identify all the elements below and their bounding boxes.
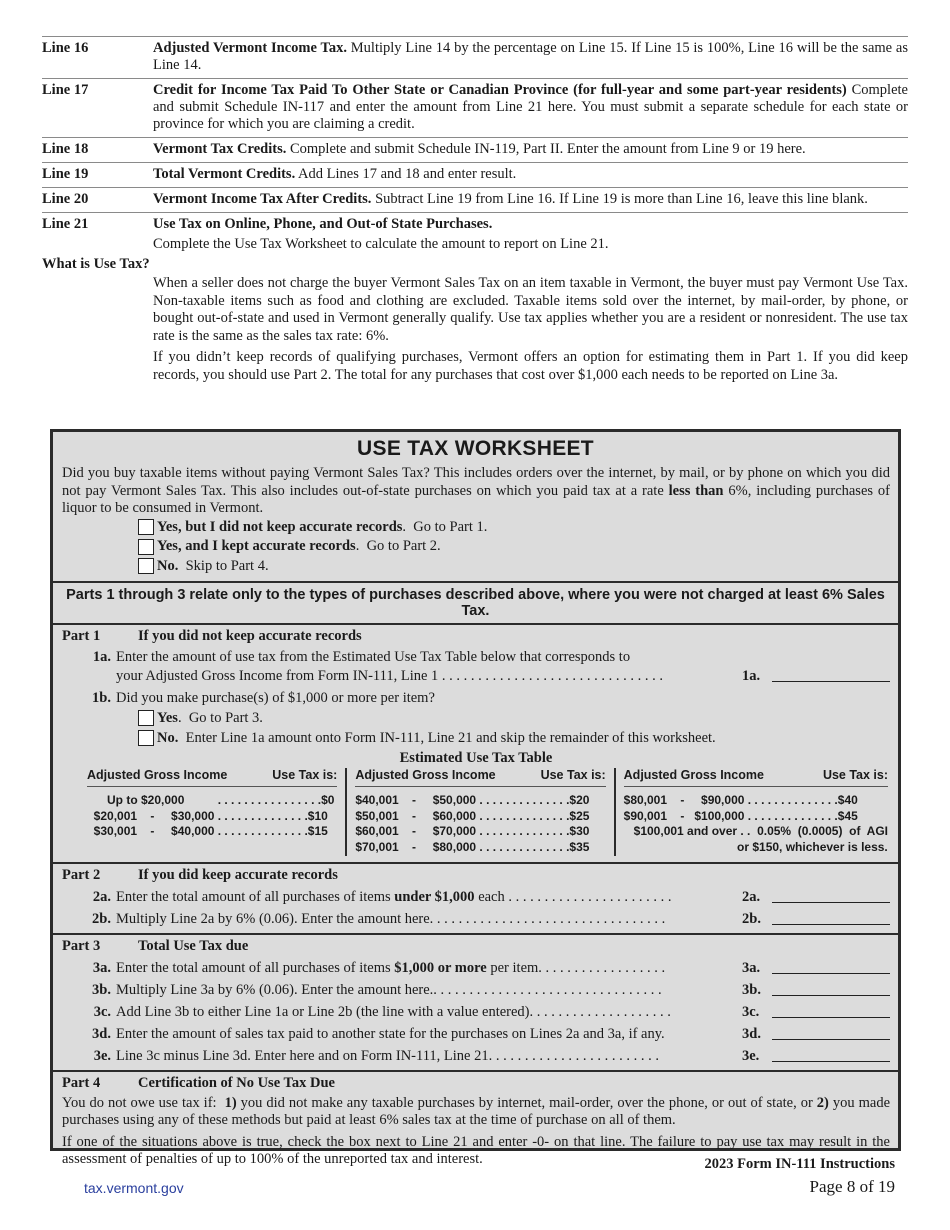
part-heading (62, 627, 890, 646)
option-label: Yes, and I kept accurate records (157, 538, 356, 554)
part-title: If you did not keep accurate records (138, 628, 362, 644)
item-number: 3d. (92, 1025, 111, 1042)
item-number: 3c. (93, 1003, 111, 1020)
part-1 (53, 625, 898, 864)
header-tax: Use Tax is: (822, 768, 889, 782)
option-row (138, 728, 890, 748)
item-text-pre: Enter the total amount of all purchases of items (116, 888, 395, 905)
para-text: you did not make any taxable purchases by internet, mail-order, over the phone, or out of state, or (236, 1094, 817, 1111)
item-text: your Adjusted Gross Income from Form IN-111, Line 1 . . . . . . . . . . . . . . . . . . . . . . . . . . . . . . . (116, 668, 664, 684)
checkbox-no[interactable] (138, 558, 154, 574)
header-tax: Use Tax is: (272, 768, 338, 782)
option-label: No. (157, 557, 179, 574)
line-title: Vermont Tax Credits. (153, 141, 287, 157)
line-21-row (42, 212, 908, 253)
table-row: Up to $20,000 . . . . . . . . . . . . . . . .$0 (87, 793, 335, 807)
option-row (138, 537, 898, 557)
what-is-use-tax-heading: What is Use Tax? (42, 256, 150, 272)
amount-field-3a[interactable] (772, 959, 890, 974)
estimated-table-title: Estimated Use Tax Table (399, 750, 553, 766)
part-3 (53, 935, 898, 1072)
item-1b (62, 689, 890, 708)
table-row: $30,001 - $40,000 . . . . . . . . . . . . . .$15 (87, 824, 328, 839)
line-label: Line 19 (42, 166, 89, 182)
option-text: . Go to Part 1. (402, 518, 488, 535)
table-row: $40,001 - $50,000 . . . . . . . . . . . . . .$20 (355, 793, 590, 807)
checkbox-kept-records[interactable] (138, 539, 154, 555)
line-instructions (42, 36, 908, 384)
use-tax-paragraph: If you didn’t keep records of qualifying purchases, Vermont offers an option for estimating them in Part 1. If you did keep records, you should use Part 2. The total for any purchases that cost over $1,000 each needs to be reported on Line 3a. (153, 349, 908, 383)
table-column (614, 768, 896, 856)
part-title: If you did keep accurate records (138, 866, 338, 883)
parts-note-band: Parts 1 through 3 relate only to the types of purchases described above, where you were not charged at least 6% Sales Tax. (53, 581, 898, 625)
table-header (624, 768, 888, 787)
table-row: or $150, whichever is less. (623, 840, 888, 855)
item-text: Did you make purchase(s) of $1,000 or more per item? (116, 690, 435, 706)
footer-website-link[interactable]: tax.vermont.gov (84, 1180, 184, 1196)
option-row (138, 708, 890, 728)
item-3b (62, 981, 890, 1000)
line-label: Line 18 (42, 141, 89, 157)
line-text (153, 216, 908, 253)
amount-field-2a[interactable] (772, 888, 890, 903)
part-heading (62, 937, 890, 956)
item-text-pre: Enter the total amount of all purchases of items (116, 959, 395, 976)
item-text (116, 888, 742, 907)
item-text: Add Line 3b to either Line 1a or Line 2b (the line with a value entered). . . . . . . . . . . . . . . . . . . . (116, 1003, 671, 1020)
item-ref: 3d. (742, 1025, 761, 1042)
item-number: 2b. (92, 910, 111, 927)
part-number: Part 2 (62, 866, 101, 883)
table-row: $50,001 - $60,000 . . . . . . . . . . . . . .$25 (355, 808, 590, 823)
option-label: No. (157, 730, 179, 746)
footer-page-number: Page 8 of 19 (809, 1177, 895, 1196)
use-tax-paragraph: When a seller does not charge the buyer Vermont Sales Tax on an item taxable in Vermont, the buyer must pay Vermont Use Tax. Non-taxable items such as food and clothing are excluded. Taxable items sold over the internet, by mail-order, by phone, or bought out-of-state and used in Vermont generally qualify. Use tax applies whether you are a resident or nonresident. The use tax rate is the same as the sales tax rate: 6%. (153, 275, 908, 344)
table-row: $100,001 and over . . 0.05% (0.0005) of AGI (623, 824, 889, 839)
item-text: Line 3c minus Line 3d. Enter here and on Form IN-111, Line 21. . . . . . . . . . . . . . . . . . . . . . . . (116, 1047, 659, 1064)
line-18-row (42, 137, 908, 162)
line-title: Credit for Income Tax Paid To Other State or Canadian Province (for full-year and some part-year residents) (153, 82, 847, 98)
line-20-row (42, 187, 908, 212)
item-ref: 2a. (742, 888, 761, 905)
line-body: Complete and submit Schedule IN-117 and enter the amount from Line 21 here. You must submit a separate schedule for each state or province for which you are claiming a credit. (153, 82, 908, 132)
line-body: Subtract Line 19 from Line 16. If Line 19 is more than Line 16, leave this line blank. (371, 191, 868, 207)
part4-paragraph (62, 1095, 890, 1130)
part-number: Part 1 (62, 628, 101, 644)
intro-bold: less than (668, 482, 724, 499)
option-text: . Go to Part 3. (177, 710, 263, 726)
item-line (116, 667, 890, 686)
item-ref: 3b. (742, 981, 761, 998)
item-text: Multiply Line 3a by 6% (0.06). Enter the amount here.. . . . . . . . . . . . . . . . . . . . . . . . . . . . . . . . (116, 981, 662, 998)
table-header (355, 768, 605, 787)
para-bold: 1) (224, 1094, 237, 1111)
part-title: Certification of No Use Tax Due (138, 1074, 335, 1091)
option-text: . Go to Part 2. (355, 538, 441, 554)
line-label: Line 17 (42, 82, 89, 98)
amount-field-3d[interactable] (772, 1025, 890, 1040)
table-row: $20,001 - $30,000 . . . . . . . . . . . . . .$10 (87, 808, 328, 823)
item-line (116, 981, 890, 1000)
part-2 (53, 864, 898, 935)
item-number: 1a. (92, 649, 111, 665)
item-text: Enter the amount of sales tax paid to another state for the purchases on Lines 2a and 3a, if any. (116, 1025, 665, 1042)
part-heading (62, 1074, 890, 1093)
header-tax: Use Tax is: (540, 768, 606, 782)
intro-text: Did you buy taxable items without paying Vermont Sales Tax? This includes orders over the internet, by mail, or by phone on which you did not pay Vermont Sales Tax. This also includes out-of-state purchases on which you paid tax at a rate (62, 465, 890, 499)
estimated-use-tax-table (79, 768, 896, 856)
item-ref: 3e. (742, 1047, 760, 1064)
item-3a (62, 959, 890, 978)
item-ref: 3c. (742, 1003, 760, 1020)
line-17-row (42, 78, 908, 137)
line-text (153, 40, 908, 74)
item-2b (62, 910, 890, 929)
para-text: You do not owe use tax if: (62, 1094, 225, 1111)
line-title: Vermont Income Tax After Credits. (153, 191, 372, 207)
item-2a (62, 888, 890, 907)
item-line (116, 1003, 890, 1022)
line-body: Complete and submit Schedule IN-119, Part II. Enter the amount from Line 9 or 19 here. (286, 141, 806, 157)
table-row: $60,001 - $70,000 . . . . . . . . . . . . . .$30 (355, 824, 590, 839)
line-text (153, 141, 908, 158)
option-row (138, 518, 898, 538)
part-heading (62, 866, 890, 885)
item-text-bold: under $1,000 (394, 888, 475, 905)
worksheet-intro (53, 461, 898, 518)
amount-field-3b[interactable] (772, 981, 890, 996)
line-text (153, 191, 908, 208)
table-row: $70,001 - $80,000 . . . . . . . . . . . . . .$35 (355, 840, 590, 855)
item-line (116, 1025, 890, 1044)
item-body (116, 648, 890, 686)
item-line (116, 959, 890, 978)
option-row (138, 557, 898, 577)
table-row: $90,001 - $100,000 . . . . . . . . . . . . . .$45 (623, 808, 858, 823)
checkbox-1b-yes[interactable] (138, 710, 154, 726)
item-3d (62, 1025, 890, 1044)
line-19-row (42, 162, 908, 187)
para-text: you made purchases using any of these methods but paid at least 6% sales tax at the time of purchase on all of them. (62, 1094, 891, 1129)
header-agi: Adjusted Gross Income (355, 768, 496, 782)
table-header (87, 768, 337, 787)
intro-text: 6%, including purchases of liquor to be consumed in Vermont. (62, 482, 890, 516)
line-body: Complete the Use Tax Worksheet to calculate the amount to report on Line 21. (153, 236, 609, 252)
item-text (116, 959, 742, 978)
line-label: Line 20 (42, 191, 89, 207)
item-line (116, 910, 890, 929)
item-number: 2a. (92, 888, 111, 905)
option-label: Yes, but I did not keep accurate records (157, 518, 403, 535)
line-text (153, 166, 908, 183)
item-text-post: per item. . . . . . . . . . . . . . . . . . (486, 959, 666, 976)
header-agi: Adjusted Gross Income (623, 768, 764, 782)
line-title: Adjusted Vermont Income Tax. (153, 40, 347, 56)
amount-field-3c[interactable] (772, 1003, 890, 1018)
amount-field-1a[interactable] (772, 667, 890, 682)
item-line (116, 1047, 890, 1066)
footer-form-title: 2023 Form IN-111 Instructions (704, 1156, 895, 1172)
checkbox-1b-no[interactable] (138, 730, 154, 746)
line-title: Total Vermont Credits. (153, 166, 296, 182)
checkbox-no-records[interactable] (138, 519, 154, 535)
item-text: Enter the amount of use tax from the Estimated Use Tax Table below that corresponds to (116, 649, 631, 665)
part-title: Total Use Tax due (138, 937, 249, 954)
item-text-post: each . . . . . . . . . . . . . . . . . . . . . . . (474, 888, 672, 905)
line-16-row (42, 36, 908, 78)
item-ref: 2b. (742, 910, 761, 927)
option-text: Skip to Part 4. (178, 557, 269, 574)
table-column (79, 768, 345, 856)
item-number: 3b. (92, 981, 111, 998)
option-text: Enter Line 1a amount onto Form IN-111, Line 21 and skip the remainder of this worksheet. (178, 730, 716, 746)
header-agi: Adjusted Gross Income (87, 768, 228, 782)
item-3e (62, 1047, 890, 1066)
amount-field-3e[interactable] (772, 1047, 890, 1062)
item-ref: 3a. (742, 959, 761, 976)
item-number: 3a. (92, 959, 111, 976)
table-column (345, 768, 613, 856)
part4-paragraph: If one of the situations above is true, check the box next to Line 21 and enter -0- on that line. The failure to pay use tax may result in the assessment of penalties of up to 100% of the unreported tax and interest. (62, 1133, 890, 1168)
part-number: Part 4 (62, 1074, 101, 1091)
part-number: Part 3 (62, 937, 101, 954)
item-text: Multiply Line 2a by 6% (0.06). Enter the amount here. . . . . . . . . . . . . . . . . . . . . . . . . . . . . . . . . (116, 910, 666, 927)
amount-field-2b[interactable] (772, 910, 890, 925)
item-number: 3e. (93, 1047, 111, 1064)
line-text (153, 82, 908, 133)
item-line (116, 888, 890, 907)
item-text-bold: $1,000 or more (394, 959, 487, 976)
line-body: Add Lines 17 and 18 and enter result. (295, 166, 517, 182)
line-body: Multiply Line 14 by the percentage on Line 15. If Line 15 is 100%, Line 16 will be the same as Line 14. (153, 40, 909, 73)
line-label: Line 21 (42, 216, 89, 232)
line-label: Line 16 (42, 40, 89, 56)
item-number: 1b. (92, 690, 111, 706)
table-row: $80,001 - $90,000 . . . . . . . . . . . . . .$40 (623, 793, 858, 807)
line-title: Use Tax on Online, Phone, and Out-of State Purchases. (153, 216, 493, 232)
worksheet-title: USE TAX WORKSHEET (357, 437, 594, 460)
item-3c (62, 1003, 890, 1022)
item-ref: 1a. (742, 668, 761, 684)
item-1a (62, 648, 890, 686)
option-label: Yes (157, 710, 178, 726)
para-bold: 2) (816, 1094, 829, 1111)
